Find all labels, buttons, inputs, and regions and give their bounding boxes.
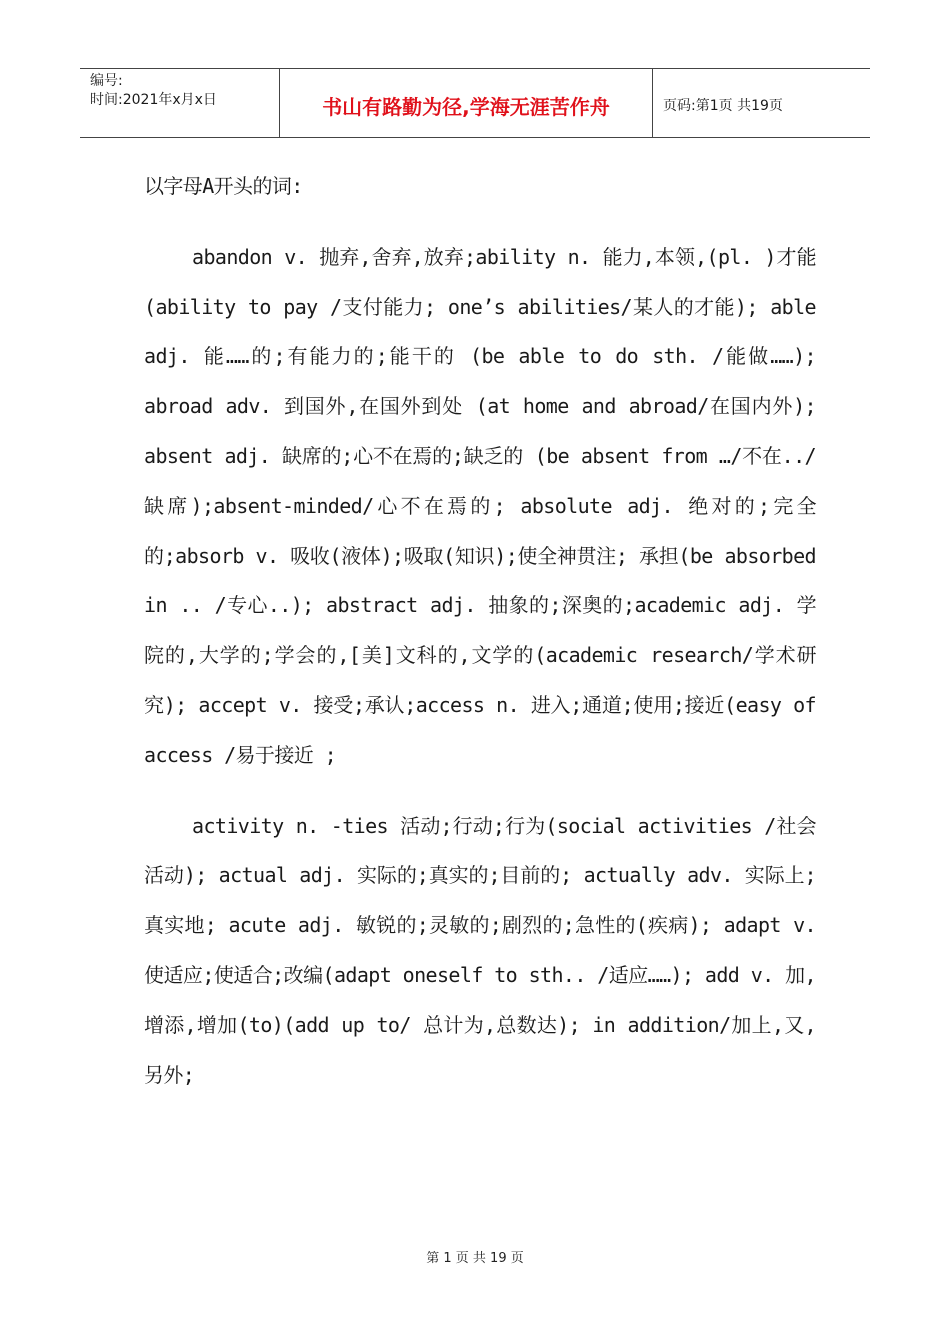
document-number-label: 编号: — [90, 73, 123, 89]
section-heading: 以字母A开头的词: — [144, 174, 303, 198]
document-body — [144, 162, 816, 1100]
header-meta — [80, 69, 280, 137]
vocabulary-paragraph: activity n. -ties 活动;行动;行为(social activities /社会活动); actual adj. 实际的;真实的;目前的; actually adv. 实际上;真实地; acute adj. 敏锐的;灵敏的;剧烈的;急性的(疾病); adapt v. 使适应;使适合;改编(adapt oneself to sth.. /适应……); add v. 加,增添,增加(to)(add up to/ 总计为,总数达); in addition/加上,又,另外; — [144, 813, 816, 1087]
page-footer: 第 1 页 共 19 页 — [426, 1251, 524, 1266]
document-header — [80, 68, 870, 138]
document-date: 时间:2021年x月x日 — [90, 92, 217, 108]
header-page-info: 页码:第1页 共19页 — [663, 98, 783, 114]
vocabulary-paragraph: abandon v. 抛弃,舍弃,放弃;ability n. 能力,本领,(pl. )才能(ability to pay /支付能力; one’s abilities/某人的才能); able adj. 能……的;有能力的;能干的 (be able to do sth. /能做……); abroad adv. 到国外,在国外到处 (at home and abroad/在国内外); absent adj. 缺席的;心不在焉的;缺乏的 (be absent from …/不在../缺席);absent-minded/心不在焉的; absolute adj. 绝对的;完全的;absorb v. 吸收(液体);吸取(知识);使全神贯注; 承担(be absorbed in .. /专心..); abstract adj. 抽象的;深奥的;academic adj. 学院的,大学的;学会的,[美]文科的,文学的(academic research/学术研究); accept v. 接受;承认;access n. 进入;通道;使用;接近(easy of access /易于接近 ; — [144, 244, 816, 767]
header-motto: 书山有路勤为径,学海无涯苦作舟 — [280, 69, 653, 137]
